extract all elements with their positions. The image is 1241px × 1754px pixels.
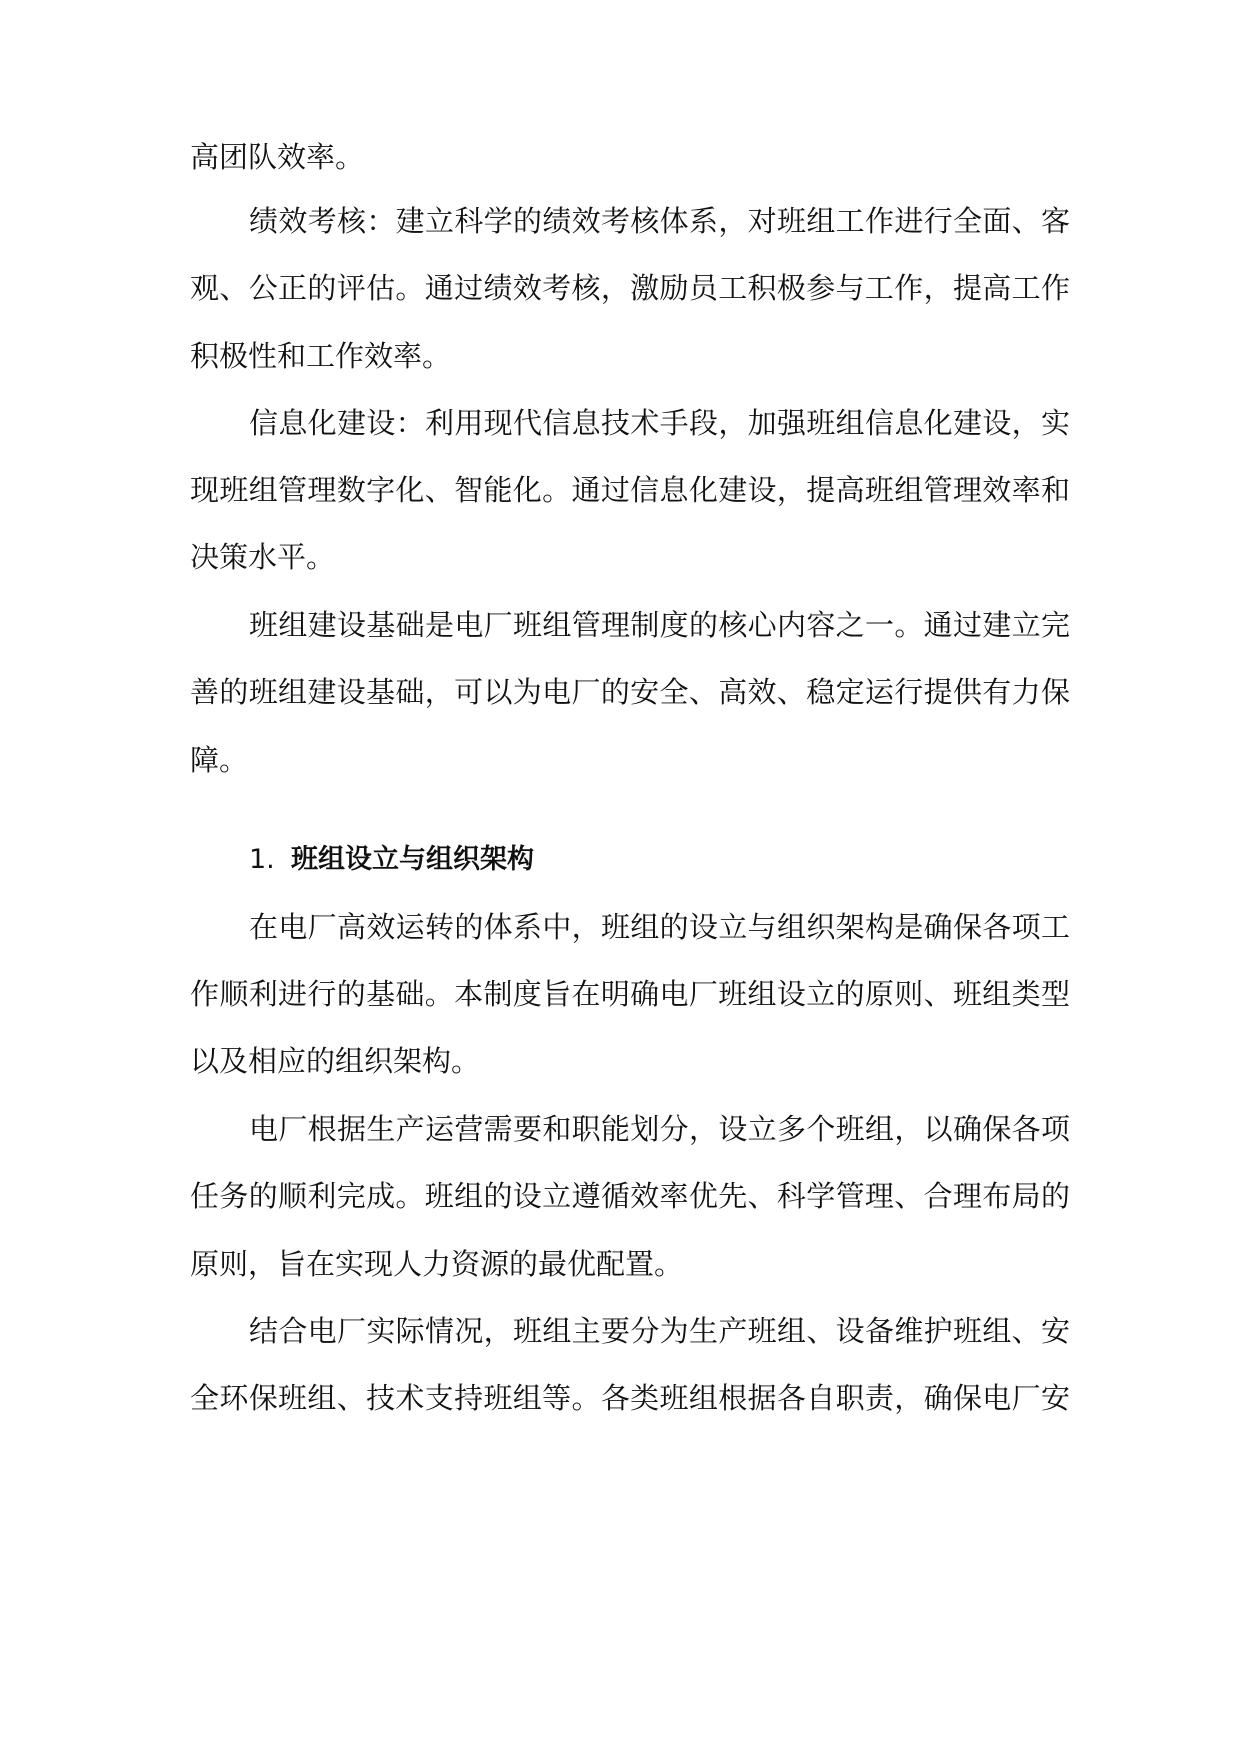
paragraph-line: 信息化建设：利用现代信息技术手段，加强班组信息化建设，实 [249,406,1070,440]
paragraph-line: 现班组管理数字化、智能化。通过信息化建设，提高班组管理效率和 [190,473,1070,507]
paragraph-line: 观、公正的评估。通过绩效考核，激励员工积极参与工作，提高工作 [190,271,1070,305]
paragraph-line: 原则，旨在实现人力资源的最优配置。 [190,1247,684,1281]
paragraph-line: 作顺利进行的基础。本制度旨在明确电厂班组设立的原则、班组类型 [190,977,1070,1011]
paragraph-line: 电厂根据生产运营需要和职能划分，设立多个班组，以确保各项 [249,1112,1070,1146]
paragraph-line: 结合电厂实际情况，班组主要分为生产班组、设备维护班组、安 [249,1314,1070,1348]
section-number: 1. [249,844,275,875]
paragraph-line: 全环保班组、技术支持班组等。各类班组根据各自职责，确保电厂安 [190,1381,1070,1415]
paragraph-line: 任务的顺利完成。班组的设立遵循效率优先、科学管理、合理布局的 [190,1179,1070,1213]
paragraph-line: 以及相应的组织架构。 [190,1044,481,1078]
paragraph-line: 高团队效率。 [190,140,365,174]
paragraph-line: 决策水平。 [190,540,336,574]
paragraph-line: 善的班组建设基础，可以为电厂的安全、高效、稳定运行提供有力保 [190,675,1070,709]
paragraph-line: 积极性和工作效率。 [190,339,452,373]
paragraph-line: 班组建设基础是电厂班组管理制度的核心内容之一。通过建立完 [249,608,1070,642]
paragraph-line: 在电厂高效运转的体系中，班组的设立与组织架构是确保各项工 [249,910,1070,944]
paragraph-line: 绩效考核：建立科学的绩效考核体系，对班组工作进行全面、客 [249,204,1070,238]
section-title: 班组设立与组织架构 [291,844,534,875]
paragraph-line: 障。 [190,743,249,777]
section-heading [249,840,534,880]
